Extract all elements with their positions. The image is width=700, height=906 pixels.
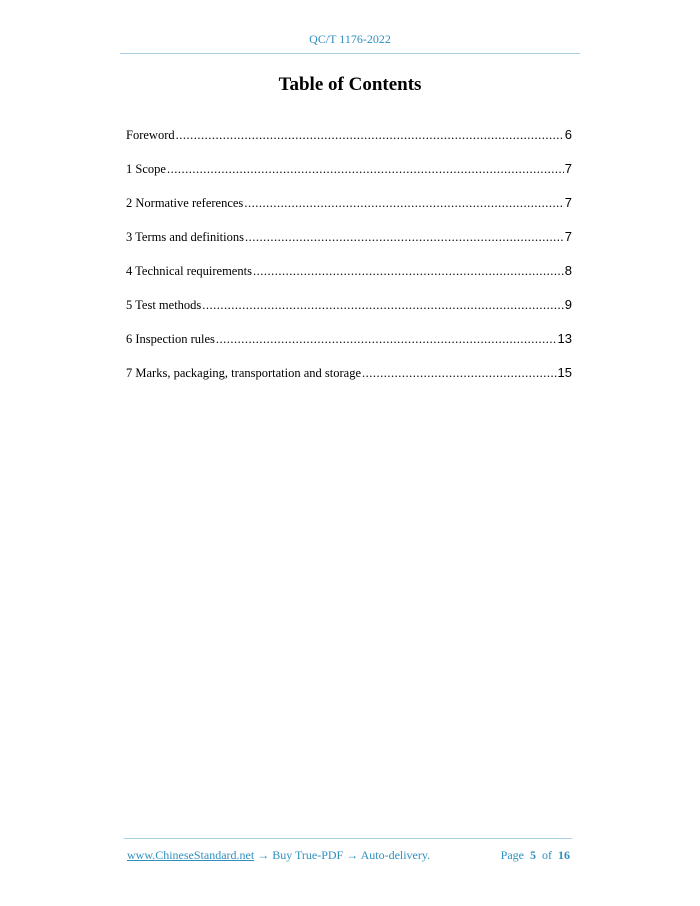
- toc-page-number: 13: [557, 331, 572, 346]
- toc-entry-technical-requirements[interactable]: [126, 263, 572, 297]
- toc-entry-scope[interactable]: [126, 161, 572, 195]
- website-link[interactable]: www.ChineseStandard.net: [127, 848, 255, 862]
- footer-promo-text: → Buy True-PDF → Auto-delivery.: [254, 848, 431, 862]
- toc-entry-marks-packaging[interactable]: [126, 365, 572, 399]
- toc-entry-label: 3 Terms and definitions: [126, 230, 244, 244]
- toc-entry-label: 7 Marks, packaging, transportation and storage: [126, 366, 362, 380]
- current-page-number: 5: [530, 848, 536, 862]
- toc-leader-dots: [362, 366, 557, 381]
- toc-page-number: 7: [564, 161, 572, 176]
- toc-entry-label: 4 Technical requirements: [126, 264, 252, 278]
- running-header: QC/T 1176-2022: [309, 32, 391, 46]
- total-pages-number: 16: [558, 848, 570, 862]
- table-of-contents: [126, 127, 572, 399]
- toc-leader-dots: [244, 196, 563, 211]
- footer-promo: [127, 848, 430, 863]
- page-word: Page: [500, 848, 524, 862]
- header-divider: [120, 53, 580, 54]
- toc-entry-inspection-rules[interactable]: [126, 331, 572, 365]
- toc-entry-foreword[interactable]: [126, 127, 572, 161]
- toc-leader-dots: [245, 230, 564, 245]
- toc-entry-normative-references[interactable]: [126, 195, 572, 229]
- toc-page-number: 15: [557, 365, 572, 380]
- toc-entry-label: 6 Inspection rules: [126, 332, 215, 346]
- toc-page-number: 8: [564, 263, 572, 278]
- page-title: Table of Contents: [278, 74, 422, 95]
- toc-leader-dots: [216, 332, 557, 347]
- toc-leader-dots: [176, 128, 564, 143]
- toc-entry-label: 1 Scope: [126, 162, 166, 176]
- toc-page-number: 7: [564, 229, 572, 244]
- footer-divider: [124, 838, 572, 839]
- toc-leader-dots: [202, 298, 563, 313]
- toc-leader-dots: [167, 162, 564, 177]
- toc-page-number: 6: [564, 127, 572, 142]
- toc-entry-label: 2 Normative references: [126, 196, 244, 210]
- page-counter: [501, 848, 570, 863]
- toc-entry-label: 5 Test methods: [126, 298, 202, 312]
- toc-page-number: 9: [564, 297, 572, 312]
- toc-entry-label: Foreword: [126, 128, 175, 142]
- toc-page-number: 7: [564, 195, 572, 210]
- of-word: of: [542, 848, 552, 862]
- toc-entry-terms-and-definitions[interactable]: [126, 229, 572, 263]
- toc-leader-dots: [253, 264, 564, 279]
- toc-entry-test-methods[interactable]: [126, 297, 572, 331]
